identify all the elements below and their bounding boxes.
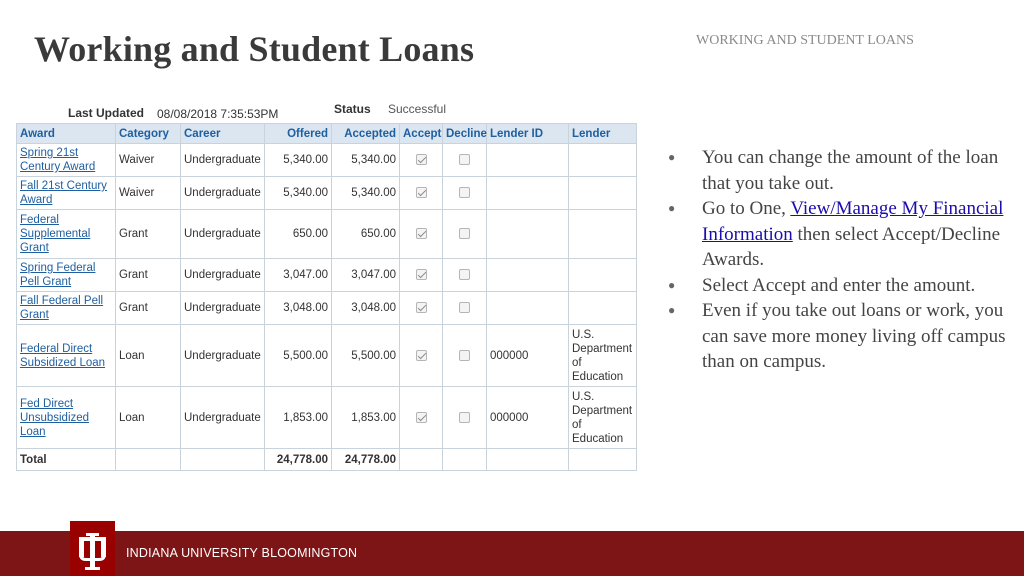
award-link[interactable]: Spring Federal Pell Grant xyxy=(20,262,96,288)
lender-id-cell: 000000 xyxy=(487,325,569,387)
lender-cell: U.S. Department of Education xyxy=(569,325,637,387)
lender-id-cell xyxy=(487,210,569,259)
offered-cell: 1,853.00 xyxy=(265,387,332,449)
accept-checkbox[interactable] xyxy=(416,412,427,423)
accepted-cell[interactable]: 3,047.00 xyxy=(332,259,400,292)
lender-id-cell xyxy=(487,177,569,210)
bullet-item xyxy=(666,273,1011,299)
category-cell: Grant xyxy=(116,210,181,259)
accept-checkbox[interactable] xyxy=(416,350,427,361)
career-cell: Undergraduate xyxy=(181,325,265,387)
status-label: Status xyxy=(334,102,371,116)
accept-checkbox[interactable] xyxy=(416,269,427,280)
offered-cell: 3,048.00 xyxy=(265,292,332,325)
accepted-cell[interactable]: 3,048.00 xyxy=(332,292,400,325)
bullet-dot-icon: ● xyxy=(668,150,676,164)
view-manage-financial-info-link[interactable]: View/Manage My Financial Information xyxy=(702,198,1004,245)
offered-cell: 650.00 xyxy=(265,210,332,259)
col-decline[interactable]: Decline xyxy=(443,124,487,144)
bullet-text: then select Accept/Decline Awards. xyxy=(702,223,1001,270)
decline-checkbox[interactable] xyxy=(459,302,470,313)
lender-cell xyxy=(569,292,637,325)
bullet-dot-icon: ● xyxy=(668,277,676,292)
table-row xyxy=(17,387,637,449)
decline-checkbox[interactable] xyxy=(459,269,470,280)
bullet-item xyxy=(666,196,1011,273)
accept-checkbox[interactable] xyxy=(416,302,427,313)
offered-cell: 5,500.00 xyxy=(265,325,332,387)
category-cell: Waiver xyxy=(116,177,181,210)
bullet-text: Select Accept and enter the amount. xyxy=(702,274,976,296)
category-cell: Loan xyxy=(116,387,181,449)
table-row xyxy=(17,325,637,387)
col-accepted[interactable]: Accepted xyxy=(332,124,400,144)
table-row xyxy=(17,210,637,259)
awards-meta xyxy=(16,100,636,122)
decline-checkbox[interactable] xyxy=(459,412,470,423)
career-cell: Undergraduate xyxy=(181,259,265,292)
accepted-cell[interactable]: 650.00 xyxy=(332,210,400,259)
bullet-dot-icon: ● xyxy=(668,303,676,317)
accept-checkbox[interactable] xyxy=(416,187,427,198)
lender-cell: U.S. Department of Education xyxy=(569,387,637,449)
lender-id-cell xyxy=(487,144,569,177)
col-lender[interactable]: Lender xyxy=(569,124,637,144)
lender-id-cell: 000000 xyxy=(487,387,569,449)
category-cell: Loan xyxy=(116,325,181,387)
awards-table xyxy=(16,123,637,471)
decline-checkbox[interactable] xyxy=(459,154,470,165)
accept-checkbox[interactable] xyxy=(416,228,427,239)
award-link[interactable]: Fall Federal Pell Grant xyxy=(20,295,104,321)
bullet-item xyxy=(666,298,1011,375)
lender-cell xyxy=(569,210,637,259)
award-link[interactable]: Fall 21st Century Award xyxy=(20,180,107,206)
table-row xyxy=(17,144,637,177)
bullet-text: Go to One, xyxy=(702,198,791,219)
award-link[interactable]: Spring 21st Century Award xyxy=(20,147,96,173)
status-value: Successful xyxy=(388,102,447,116)
accepted-cell[interactable]: 1,853.00 xyxy=(332,387,400,449)
award-link[interactable]: Federal Direct Subsidized Loan xyxy=(20,342,106,369)
award-link[interactable]: Federal Supplemental Grant xyxy=(20,214,91,254)
decline-checkbox[interactable] xyxy=(459,228,470,239)
accepted-cell[interactable]: 5,340.00 xyxy=(332,177,400,210)
career-cell: Undergraduate xyxy=(181,177,265,210)
lender-cell xyxy=(569,177,637,210)
iu-trident-logo-icon xyxy=(70,521,115,576)
bullet-dot-icon: ● xyxy=(668,201,676,215)
category-cell: Grant xyxy=(116,292,181,325)
lender-cell xyxy=(569,259,637,292)
offered-cell: 5,340.00 xyxy=(265,177,332,210)
col-award[interactable]: Award xyxy=(17,124,116,144)
university-name: INDIANA UNIVERSITY BLOOMINGTON xyxy=(126,546,358,560)
slide-title: Working and Student Loans xyxy=(34,29,475,69)
decline-checkbox[interactable] xyxy=(459,187,470,198)
offered-cell: 3,047.00 xyxy=(265,259,332,292)
career-cell: Undergraduate xyxy=(181,387,265,449)
lender-id-cell xyxy=(487,259,569,292)
last-updated-label: Last Updated xyxy=(68,106,145,120)
total-row xyxy=(17,449,637,471)
lender-id-cell xyxy=(487,292,569,325)
bullet-text: You can change the amount of the loan that you take out. xyxy=(702,147,999,194)
total-offered: 24,778.00 xyxy=(265,449,332,471)
decline-checkbox[interactable] xyxy=(459,350,470,361)
accepted-cell[interactable]: 5,340.00 xyxy=(332,144,400,177)
col-offered[interactable]: Offered xyxy=(265,124,332,144)
header-label: WORKING AND STUDENT LOANS xyxy=(696,33,914,48)
career-cell: Undergraduate xyxy=(181,144,265,177)
last-updated-value: 08/08/2018 7:35:53PM xyxy=(157,107,279,121)
accept-checkbox[interactable] xyxy=(416,154,427,165)
total-label: Total xyxy=(17,449,116,471)
col-category[interactable]: Category xyxy=(116,124,181,144)
bullet-item xyxy=(666,145,1011,196)
table-row xyxy=(17,292,637,325)
col-lender-id[interactable]: Lender ID xyxy=(487,124,569,144)
total-accepted: 24,778.00 xyxy=(332,449,400,471)
category-cell: Grant xyxy=(116,259,181,292)
table-header-row xyxy=(17,124,637,144)
award-link[interactable]: Fed Direct Unsubsidized Loan xyxy=(20,397,90,438)
lender-cell xyxy=(569,144,637,177)
accepted-cell[interactable]: 5,500.00 xyxy=(332,325,400,387)
category-cell: Waiver xyxy=(116,144,181,177)
bullet-text: Even if you take out loans or work, you can save more money living off campus than on campus. xyxy=(702,300,1006,372)
bullet-list xyxy=(666,145,1011,375)
career-cell: Undergraduate xyxy=(181,210,265,259)
col-career[interactable]: Career xyxy=(181,124,265,144)
career-cell: Undergraduate xyxy=(181,292,265,325)
table-row xyxy=(17,259,637,292)
offered-cell: 5,340.00 xyxy=(265,144,332,177)
col-accept[interactable]: Accept xyxy=(400,124,443,144)
awards-screenshot xyxy=(16,100,636,466)
table-row xyxy=(17,177,637,210)
